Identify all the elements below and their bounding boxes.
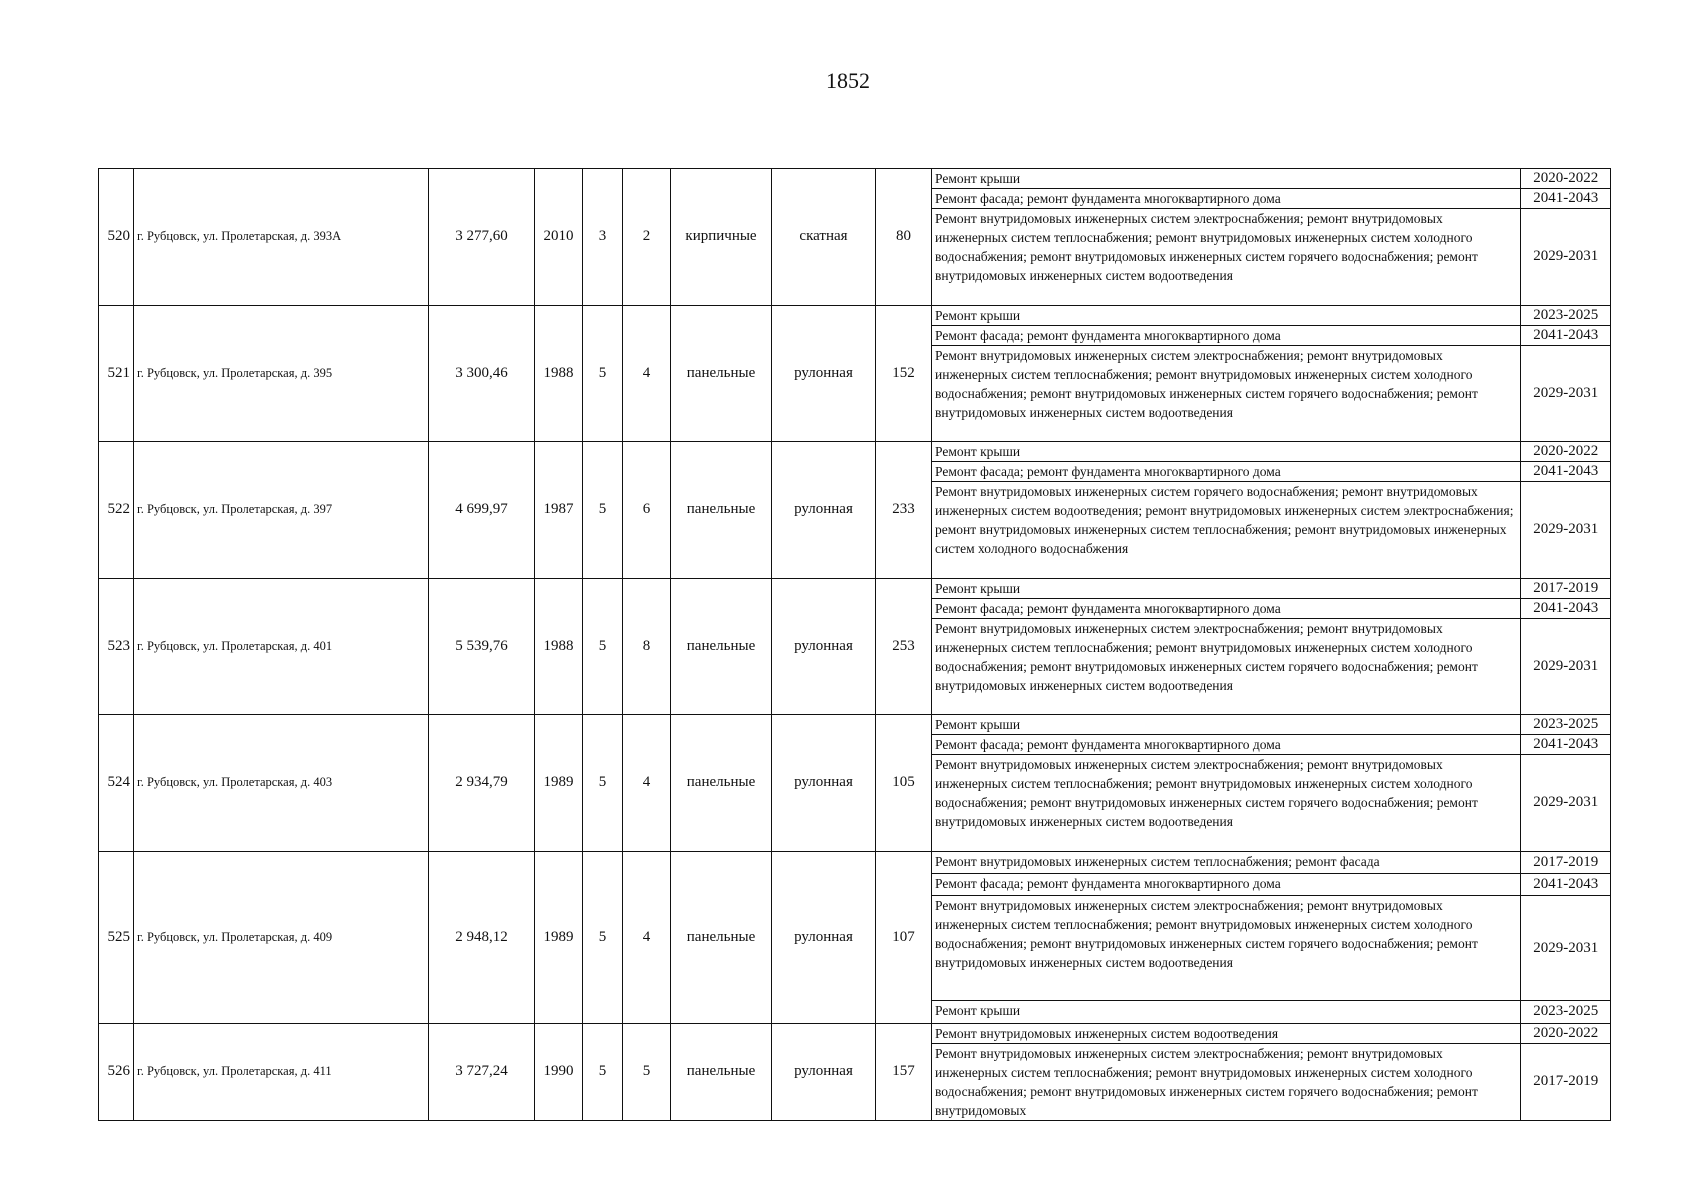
- row-number: 526: [99, 1023, 134, 1120]
- wall-material-cell: панельные: [671, 578, 772, 715]
- work-years: 2017-2019: [1520, 852, 1611, 874]
- year-built-cell: 1990: [535, 1023, 583, 1120]
- address-cell: г. Рубцовск, ул. Пролетарская, д. 411: [134, 1023, 429, 1120]
- work-years: 2029-2031: [1533, 521, 1599, 538]
- work-description: Ремонт внутридомовых инженерных систем электроснабжения; ремонт внутридомовых инженерных систем теплоснабжения; ремонт внутридомовых инженерных систем холодного водоснабжения; ремонт внутридомовых инженерных систем горячего водоснабжения; ремонт внутридомовых инженерных систем водоотведения: [932, 755, 1520, 851]
- work-years: 2020-2022: [1520, 1024, 1611, 1044]
- entrances-cell: 4: [623, 305, 671, 442]
- roof-type-cell: рулонная: [772, 1023, 876, 1120]
- work-item: [932, 715, 1611, 735]
- work-item: [932, 482, 1611, 578]
- work-item: [932, 895, 1611, 1001]
- floors-cell: 5: [583, 305, 623, 442]
- row-number: 523: [99, 578, 134, 715]
- work-item: [932, 1043, 1611, 1120]
- work-item: [932, 306, 1611, 326]
- floors-cell: 5: [583, 715, 623, 852]
- address-cell: г. Рубцовск, ул. Пролетарская, д. 397: [134, 442, 429, 579]
- year-built-cell: 1989: [535, 851, 583, 1023]
- area-cell: 2 934,79: [429, 715, 535, 852]
- housing-repair-table: [98, 168, 1611, 1121]
- address-cell: г. Рубцовск, ул. Пролетарская, д. 409: [134, 851, 429, 1023]
- table-row: [99, 715, 1611, 852]
- address-cell: г. Рубцовск, ул. Пролетарская, д. 393А: [134, 169, 429, 306]
- work-years: 2023-2025: [1533, 1003, 1599, 1020]
- works-cell: [932, 169, 1611, 306]
- entrances-cell: 4: [623, 715, 671, 852]
- area-cell: 3 300,46: [429, 305, 535, 442]
- residents-cell: 105: [876, 715, 932, 852]
- floors-cell: 5: [583, 851, 623, 1023]
- wall-material-cell: панельные: [671, 1023, 772, 1120]
- work-years: 2029-2031: [1520, 895, 1611, 1001]
- work-item: [932, 442, 1611, 462]
- address-cell: г. Рубцовск, ул. Пролетарская, д. 401: [134, 578, 429, 715]
- work-description: Ремонт крыши: [932, 1001, 1520, 1023]
- work-years: 2041-2043: [1520, 325, 1611, 345]
- work-item: [932, 598, 1611, 618]
- work-description: Ремонт внутридомовых инженерных систем электроснабжения; ремонт внутридомовых инженерных систем теплоснабжения; ремонт внутридомовых инженерных систем холодного водоснабжения; ремонт внутридомовых инженерных систем горячего водоснабжения; ремонт внутридомовых инженерных систем водоотведения: [932, 618, 1520, 714]
- area-cell: 3 727,24: [429, 1023, 535, 1120]
- work-description: Ремонт внутридомовых инженерных систем горячего водоснабжения; ремонт внутридомовых инженерных систем водоотведения; ремонт внутридомовых инженерных систем электроснабжения; ремонт внутридомовых инженерных систем теплоснабжения; ремонт внутридомовых инженерных систем холодного водоснабжения: [932, 482, 1520, 578]
- residents-cell: 253: [876, 578, 932, 715]
- roof-type-cell: скатная: [772, 169, 876, 306]
- table-row: [99, 305, 1611, 442]
- works-subtable: [932, 306, 1611, 442]
- year-built-cell: 1989: [535, 715, 583, 852]
- wall-material-cell: панельные: [671, 305, 772, 442]
- work-years: 2029-2031: [1533, 794, 1599, 811]
- table-row: [99, 578, 1611, 715]
- floors-cell: 5: [583, 1023, 623, 1120]
- work-years: 2023-2025: [1520, 306, 1611, 326]
- work-description: Ремонт внутридомовых инженерных систем электроснабжения; ремонт внутридомовых инженерных систем теплоснабжения; ремонт внутридомовых инженерных систем холодного водоснабжения; ремонт внутридомовых инженерных систем горячего водоснабжения; ремонт внутридомовых инженерных систем водоотведения: [932, 895, 1520, 1001]
- work-item: [932, 1024, 1611, 1044]
- page-number: 1852: [826, 68, 870, 93]
- roof-type-cell: рулонная: [772, 442, 876, 579]
- work-description: Ремонт фасада; ремонт фундамента многоквартирного дома: [932, 325, 1520, 345]
- work-years: 2023-2025: [1520, 715, 1611, 735]
- year-built-cell: 1988: [535, 578, 583, 715]
- works-cell: [932, 851, 1611, 1023]
- row-number: 520: [99, 169, 134, 306]
- table-row: [99, 169, 1611, 306]
- address-cell: г. Рубцовск, ул. Пролетарская, д. 395: [134, 305, 429, 442]
- work-item: [932, 852, 1611, 874]
- works-subtable: [932, 579, 1611, 715]
- work-item: [932, 325, 1611, 345]
- area-cell: 3 277,60: [429, 169, 535, 306]
- table-row: [99, 1023, 1611, 1120]
- work-item: [932, 189, 1611, 209]
- address-cell: г. Рубцовск, ул. Пролетарская, д. 403: [134, 715, 429, 852]
- work-years: 2041-2043: [1520, 462, 1611, 482]
- work-years: 2029-2031: [1533, 657, 1599, 674]
- wall-material-cell: панельные: [671, 851, 772, 1023]
- year-built-cell: 1988: [535, 305, 583, 442]
- work-years: 2020-2022: [1520, 442, 1611, 462]
- work-item: [932, 579, 1611, 599]
- work-description: Ремонт фасада; ремонт фундамента многоквартирного дома: [932, 462, 1520, 482]
- residents-cell: 233: [876, 442, 932, 579]
- work-item: [932, 1001, 1611, 1023]
- work-description: Ремонт фасада; ремонт фундамента многоквартирного дома: [932, 189, 1520, 209]
- wall-material-cell: панельные: [671, 715, 772, 852]
- area-cell: 2 948,12: [429, 851, 535, 1023]
- work-item: [932, 618, 1611, 714]
- work-years: 2020-2022: [1520, 169, 1611, 189]
- work-description: Ремонт фасада; ремонт фундамента многоквартирного дома: [932, 873, 1520, 895]
- work-description: Ремонт внутридомовых инженерных систем электроснабжения; ремонт внутридомовых инженерных систем теплоснабжения; ремонт внутридомовых инженерных систем холодного водоснабжения; ремонт внутридомовых инженерных систем горячего водоснабжения; ремонт внутридомовых инженерных систем водоотведения: [932, 345, 1520, 441]
- year-built-cell: 2010: [535, 169, 583, 306]
- work-years: 2017-2019: [1520, 579, 1611, 599]
- wall-material-cell: кирпичные: [671, 169, 772, 306]
- entrances-cell: 8: [623, 578, 671, 715]
- work-item: [932, 345, 1611, 441]
- work-description: Ремонт крыши: [932, 715, 1520, 735]
- year-built-cell: 1987: [535, 442, 583, 579]
- table-row: [99, 851, 1611, 1023]
- area-cell: 5 539,76: [429, 578, 535, 715]
- work-description: Ремонт крыши: [932, 442, 1520, 462]
- work-item: [932, 462, 1611, 482]
- work-description: Ремонт внутридомовых инженерных систем электроснабжения; ремонт внутридомовых инженерных систем теплоснабжения; ремонт внутридомовых инженерных систем холодного водоснабжения; ремонт внутридомовых инженерных систем горячего водоснабжения; ремонт внутридомовых инженерных систем водоотведения: [932, 209, 1520, 305]
- work-years: 2029-2031: [1533, 384, 1599, 401]
- area-cell: 4 699,97: [429, 442, 535, 579]
- work-years: 2041-2043: [1520, 735, 1611, 755]
- residents-cell: 107: [876, 851, 932, 1023]
- entrances-cell: 6: [623, 442, 671, 579]
- residents-cell: 157: [876, 1023, 932, 1120]
- work-item: [932, 209, 1611, 305]
- residents-cell: 80: [876, 169, 932, 306]
- floors-cell: 3: [583, 169, 623, 306]
- work-years: 2041-2043: [1520, 189, 1611, 209]
- row-number: 521: [99, 305, 134, 442]
- work-item: [932, 755, 1611, 851]
- works-subtable: [932, 715, 1611, 851]
- wall-material-cell: панельные: [671, 442, 772, 579]
- residents-cell: 152: [876, 305, 932, 442]
- entrances-cell: 5: [623, 1023, 671, 1120]
- works-subtable: [932, 852, 1611, 1023]
- entrances-cell: 4: [623, 851, 671, 1023]
- work-description: Ремонт крыши: [932, 579, 1520, 599]
- row-number: 522: [99, 442, 134, 579]
- row-number: 525: [99, 851, 134, 1023]
- work-years: 2017-2019: [1533, 1073, 1599, 1089]
- work-description: Ремонт внутридомовых инженерных систем теплоснабжения; ремонт фасада: [932, 852, 1520, 874]
- work-description: Ремонт фасада; ремонт фундамента многоквартирного дома: [932, 735, 1520, 755]
- works-subtable: [932, 442, 1611, 578]
- work-description: Ремонт внутридомовых инженерных систем электроснабжения; ремонт внутридомовых инженерных систем теплоснабжения; ремонт внутридомовых инженерных систем холодного водоснабжения; ремонт внутридомовых инженерных систем горячего водоснабжения; ремонт внутридомовых: [932, 1043, 1520, 1120]
- works-subtable: [932, 169, 1611, 305]
- work-years: 2041-2043: [1520, 873, 1611, 895]
- floors-cell: 5: [583, 578, 623, 715]
- works-cell: [932, 442, 1611, 579]
- work-description: Ремонт внутридомовых инженерных систем водоотведения: [932, 1024, 1520, 1044]
- work-years: 2029-2031: [1533, 248, 1599, 265]
- work-description: Ремонт фасада; ремонт фундамента многоквартирного дома: [932, 598, 1520, 618]
- work-description: Ремонт крыши: [932, 169, 1520, 189]
- works-cell: [932, 715, 1611, 852]
- work-item: [932, 873, 1611, 895]
- works-cell: [932, 305, 1611, 442]
- entrances-cell: 2: [623, 169, 671, 306]
- work-years: 2041-2043: [1520, 598, 1611, 618]
- works-cell: [932, 578, 1611, 715]
- roof-type-cell: рулонная: [772, 578, 876, 715]
- works-cell: [932, 1023, 1611, 1120]
- works-subtable: [932, 1024, 1611, 1120]
- roof-type-cell: рулонная: [772, 851, 876, 1023]
- row-number: 524: [99, 715, 134, 852]
- work-description: Ремонт крыши: [932, 306, 1520, 326]
- work-item: [932, 169, 1611, 189]
- roof-type-cell: рулонная: [772, 715, 876, 852]
- roof-type-cell: рулонная: [772, 305, 876, 442]
- table-row: [99, 442, 1611, 579]
- work-item: [932, 735, 1611, 755]
- floors-cell: 5: [583, 442, 623, 579]
